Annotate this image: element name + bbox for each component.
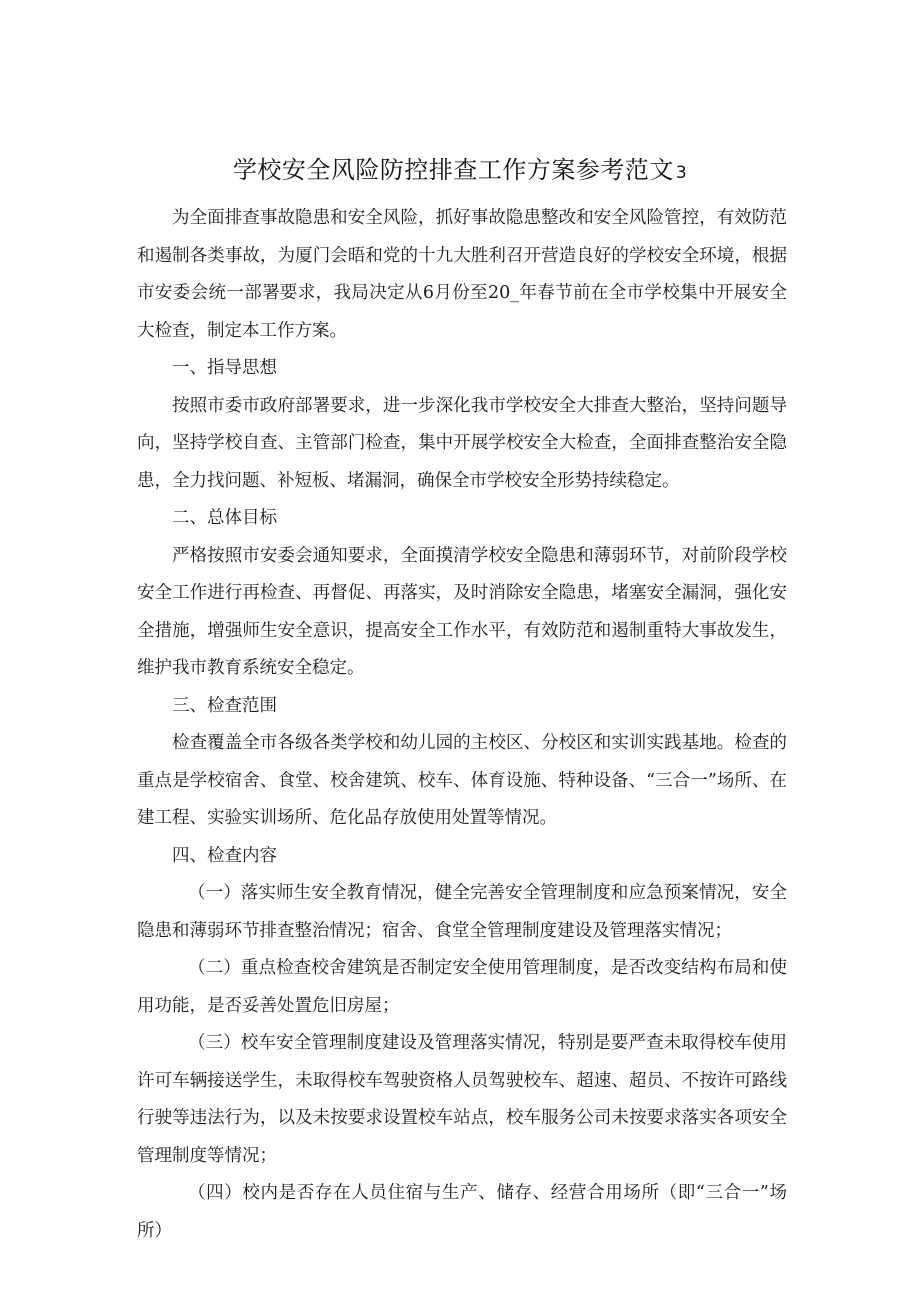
section-heading: 二、总体目标 xyxy=(172,508,277,528)
title-number: 3 xyxy=(675,163,688,183)
section-heading: 三、检查范围 xyxy=(172,695,277,716)
list-item: （一）落实师生安全教育情况，健全完善安全管理制度和应急预案情况，安全隐患和薄弱环节排查整治情况；宿舍、食堂全管理制度建设及管理落实情况； xyxy=(137,883,787,941)
list-item: （四）校内是否存在人员住宿与生产、储存、经营合用场所（即“三合一”场所） xyxy=(137,1183,787,1241)
body-paragraph: 按照市委市政府部署要求，进一步深化我市学校安全大排查大整治，坚持问题导向，坚持学校自查、主管部门检查，集中开展学校安全大检查，全面排查整治安全隐患，全力找问题、补短板、堵漏洞，确保全市学校安全形势持续稳定。 xyxy=(137,395,787,491)
body-paragraph: 严格按照市安委会通知要求，全面摸清学校安全隐患和薄弱环节，对前阶段学校安全工作进行再检查、再督促、再落实，及时消除安全隐患，堵塞安全漏洞，强化安全措施，增强师生安全意识，提高安全工作水平，有效防范和遏制重特大事故发生，维护我市教育系统安全稳定。 xyxy=(137,545,787,678)
title-text: 学校安全风险防控排查工作方案参考范文 xyxy=(232,156,674,184)
section-heading: 四、检查内容 xyxy=(172,845,277,866)
section-heading: 一、指导思想 xyxy=(172,358,277,378)
intro-paragraph: 为全面排查事故隐患和安全风险，抓好事故隐患整改和安全风险管控，有效防范和遏制各类事故，为厦门会晤和党的十九大胜利召开营造良好的学校安全环境，根据市安委会统一部署要求，我局决定从6月份至20_年春节前在全市学校集中开展安全大检查，制定本工作方案。 xyxy=(137,208,787,341)
document-title xyxy=(0,150,920,185)
body-paragraph: 检查覆盖全市各级各类学校和幼儿园的主校区、分校区和实训实践基地。检查的重点是学校宿舍、食堂、校舍建筑、校车、体育设施、特种设备、“三合一”场所、在建工程、实验实训场所、危化品存放使用处置等情况。 xyxy=(137,733,787,828)
list-item: （二）重点检查校舍建筑是否制定安全使用管理制度，是否改变结构布局和使用功能，是否妥善处置危旧房屋； xyxy=(137,958,787,1016)
document-body xyxy=(137,200,787,1250)
list-item: （三）校车安全管理制度建设及管理落实情况，特别是要严查未取得校车使用许可车辆接送学生，未取得校车驾驶资格人员驾驶校车、超速、超员、不按许可路线行驶等违法行为，以及未按要求设置校车站点，校车服务公司未按要求落实各项安全管理制度等情况； xyxy=(137,1033,787,1166)
